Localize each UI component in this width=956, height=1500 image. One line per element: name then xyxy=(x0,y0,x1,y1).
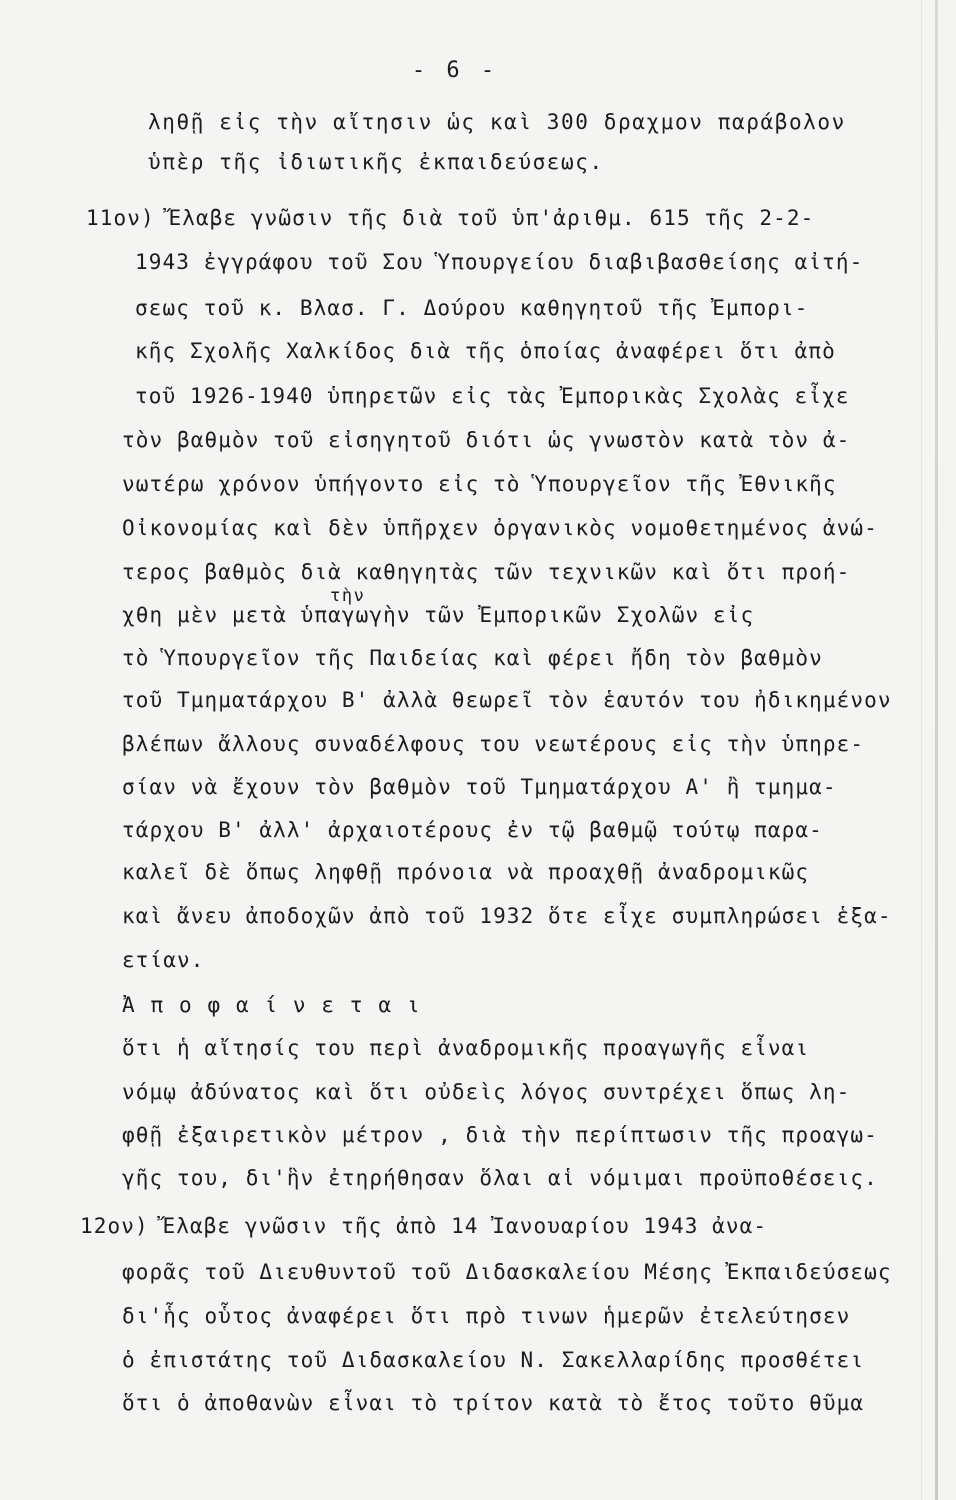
text-line: Οἰκονομίας καὶ δὲν ὑπῆρχεν ὀργανικὸς νομοθετημένος ἀνώ- xyxy=(122,516,878,540)
text-line: νωτέρω χρόνον ὑπήγοντο εἰς τὸ Ὑπουργεῖον τῆς Ἐθνικῆς xyxy=(122,472,837,496)
text-line: φθῇ ἐξαιρετικὸν μέτρον , διὰ τὴν περίπτωσιν τῆς προαγω- xyxy=(122,1123,878,1147)
text-line: νόμῳ ἀδύνατος καὶ ὅτι οὐδεὶς λόγος συντρέχει ὅπως λη- xyxy=(122,1080,851,1104)
text-line: σίαν νὰ ἔχουν τὸν βαθμὸν τοῦ Τμηματάρχου Α' ἢ τμημα- xyxy=(122,775,837,799)
text-line: καλεῖ δὲ ὅπως ληφθῇ πρόνοια νὰ προαχθῇ ἀναδρομικῶς xyxy=(122,860,810,884)
text-line: χθη μὲν μετὰ ὑπαγωγὴν τῶν Ἐμπορικῶν Σχολῶν εἰς xyxy=(122,603,755,627)
text-line: 12ον) Ἔλαβε γνῶσιν τῆς ἀπὸ 14 Ἰανουαρίου 1943 ἀνα- xyxy=(80,1214,768,1238)
page-edge-shadow xyxy=(935,0,938,1500)
text-line: τάρχου Β' ἀλλ' ἀρχαιοτέρους ἐν τῷ βαθμῷ τούτῳ παρα- xyxy=(122,818,823,842)
text-line: σεως τοῦ κ. Βλασ. Γ. Δούρου καθηγητοῦ τῆς Ἐμπορι- xyxy=(135,296,809,320)
text-line: τοῦ Τμηματάρχου Β' ἀλλὰ θεωρεῖ τὸν ἑαυτόν του ἠδικημένον xyxy=(122,688,892,712)
text-line: 11ον) Ἔλαβε γνῶσιν τῆς διὰ τοῦ ὑπ'ἀριθμ. 615 τῆς 2-2- xyxy=(86,206,815,230)
text-line: ὁ ἐπιστάτης τοῦ Διδασκαλείου Ν. Σακελλαρίδης προσθέτει xyxy=(122,1348,865,1372)
text-line: ὑπὲρ τῆς ἰδιωτικῆς ἐκπαιδεύσεως. xyxy=(148,150,604,174)
text-line: φορᾶς τοῦ Διευθυντοῦ τοῦ Διδασκαλείου Μέσης Ἐκπαιδεύσεως xyxy=(122,1260,892,1284)
text-line: ληθῇ εἰς τὴν αἴτησιν ὡς καὶ 300 δραχμον παράβολον xyxy=(148,110,846,134)
text-line: 1943 ἐγγράφου τοῦ Σου Ὑπουργείου διαβιβασθείσης αἰτή- xyxy=(135,250,864,274)
text-line: ετίαν. xyxy=(122,948,205,972)
text-line: ὅτι ἡ αἴτησίς του περὶ ἀναδρομικῆς προαγωγῆς εἶναι xyxy=(122,1036,810,1060)
text-line: κῆς Σχολῆς Χαλκίδος διὰ τῆς ὁποίας ἀναφέρει ὅτι ἀπὸ xyxy=(135,339,836,363)
page-edge-line xyxy=(921,0,922,1500)
page-number: - 6 - xyxy=(411,58,499,83)
text-line: βλέπων ἄλλους συναδέλφους του νεωτέρους εἰς τὴν ὑπηρε- xyxy=(122,732,865,756)
interlinear-correction: τὴν xyxy=(330,586,366,606)
text-line: τερος βαθμὸς διὰ καθηγητὰς τῶν τεχνικῶν καὶ ὅτι προή- xyxy=(122,560,851,584)
decision-heading: Ἀ π ο φ α ί ν ε τ α ι xyxy=(122,993,422,1017)
text-line: τοῦ 1926-1940 ὑπηρετῶν εἰς τὰς Ἐμπορικὰς Σχολὰς εἶχε xyxy=(135,384,850,408)
text-line: τὸν βαθμὸν τοῦ εἰσηγητοῦ διότι ὡς γνωστὸν κατὰ τὸν ἀ- xyxy=(122,428,851,452)
text-line: καὶ ἄνευ ἀποδοχῶν ἀπὸ τοῦ 1932 ὅτε εἶχε συμπληρώσει ἑξα- xyxy=(122,904,892,928)
text-line: γῆς του, δι'ἣν ἐτηρήθησαν ὅλαι αἱ νόμιμαι προϋποθέσεις. xyxy=(122,1166,878,1190)
text-line: τὸ Ὑπουργεῖον τῆς Παιδείας καὶ φέρει ἤδη τὸν βαθμὸν xyxy=(122,646,823,670)
text-line: δι'ἧς οὗτος ἀναφέρει ὅτι πρὸ τινων ἡμερῶν ἐτελεύτησεν xyxy=(122,1304,851,1328)
text-line: ὅτι ὁ ἀποθανὼν εἶναι τὸ τρίτον κατὰ τὸ ἔτος τοῦτο θῦμα xyxy=(122,1391,865,1415)
